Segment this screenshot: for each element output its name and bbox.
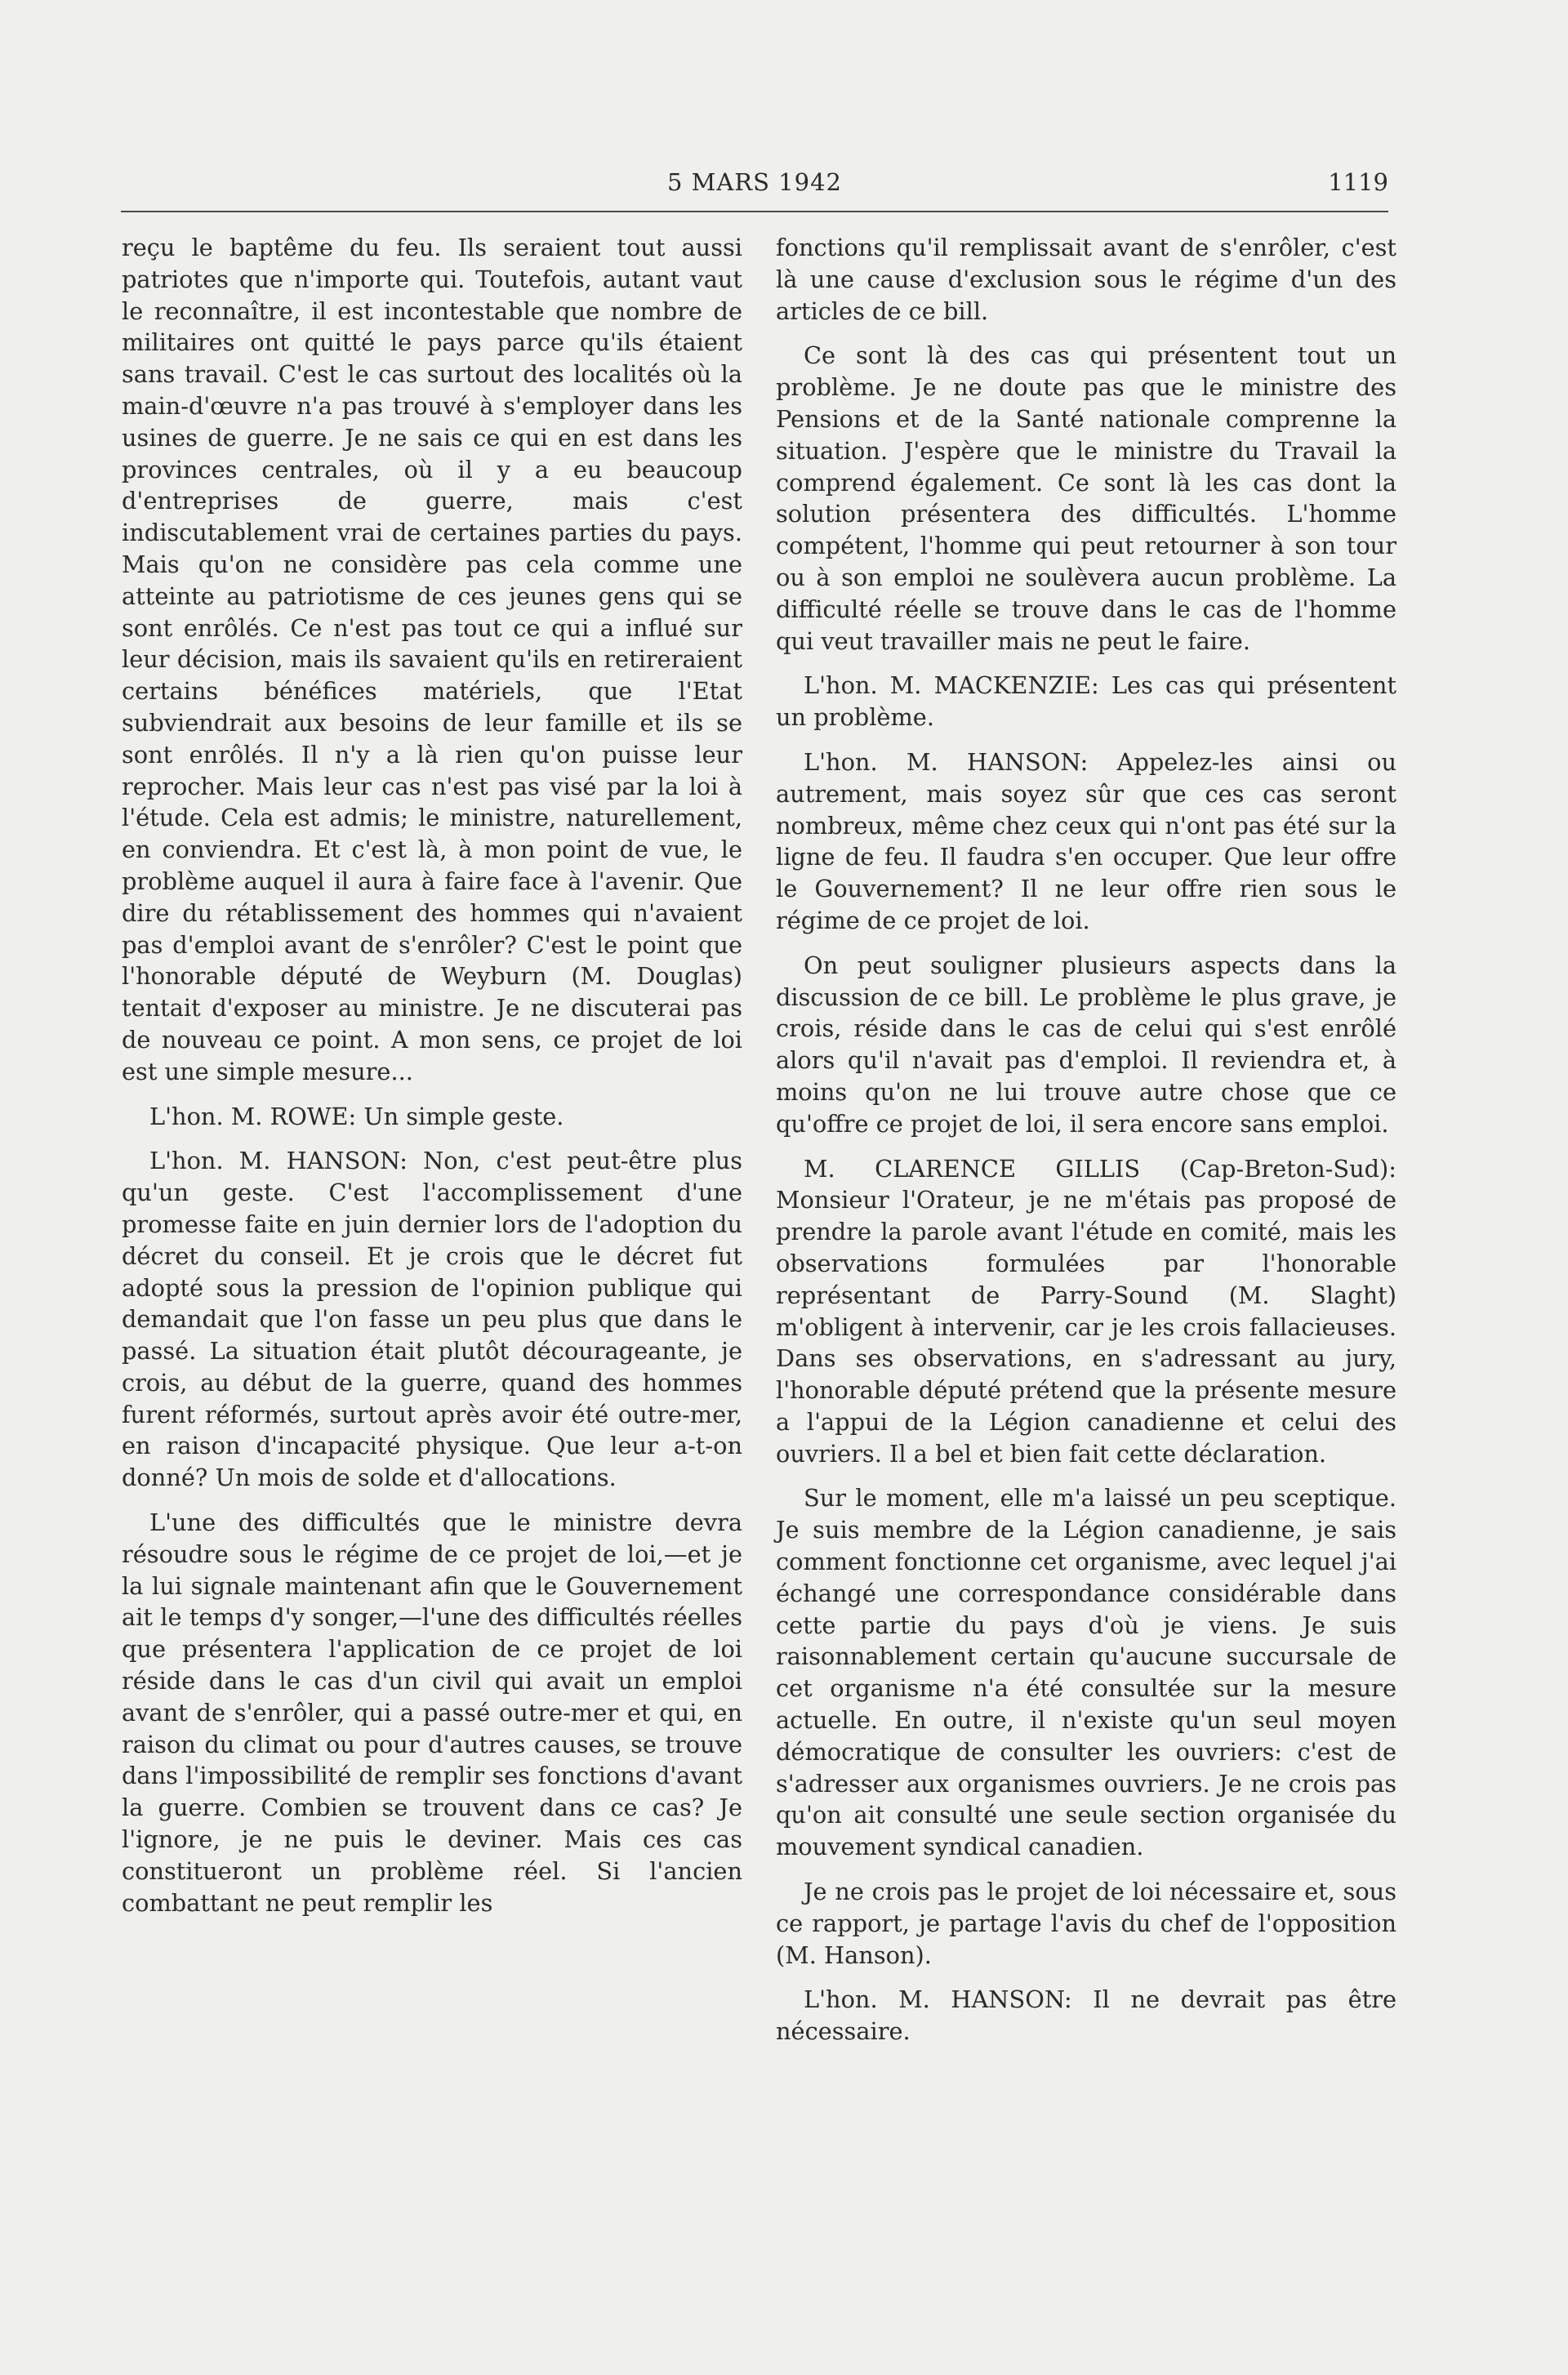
paragraph: On peut souligner plusieurs aspects dans la discussion de ce bill. Le problème le plus grave, je crois, réside dans le cas de celui qui s'est enrôlé alors qu'il n'avait pas d'emploi. Il reviendra et, à moins qu'on ne lui trouve autre chose que ce qu'offre ce projet de loi, il sera encore sans emploi. — [776, 951, 1396, 1138]
page-number: 1119 — [1328, 168, 1388, 196]
right-column — [776, 232, 1396, 2061]
paragraph-mackenzie: L'hon. M. MACKENZIE: Les cas qui présentent un problème. — [776, 671, 1396, 732]
paragraph-continuation: fonctions qu'il remplissait avant de s'enrôler, c'est là une cause d'exclusion sous le régime d'un des articles de ce bill. — [776, 234, 1396, 325]
paragraph-rowe: L'hon. M. ROWE: Un simple geste. — [149, 1102, 564, 1130]
paragraph-gillis: M. CLARENCE GILLIS (Cap-Breton-Sud): Monsieur l'Orateur, je ne m'étais pas proposé de prendre la parole avant l'étude en comité, mais les observations formulées par l'honorable représentant de Parry-Sound (M. Slaght) m'obligent à intervenir, car je les crois fallacieuses. Dans ses observations, en s'adressant au jury, l'honorable député prétend que la présente mesure a l'appui de la Légion canadienne et celui des ouvriers. Il a bel et bien fait cette déclaration. — [776, 1154, 1396, 1468]
left-column — [122, 232, 742, 1932]
paragraph: L'une des difficultés que le ministre devra résoudre sous le régime de ce projet de loi,—et je la lui signale maintenant afin que le Gouvernement ait le temps d'y songer,—l'une des difficultés réelles que présentera l'application de ce projet de loi réside dans le cas d'un civil qui avait un emploi avant de s'enrôler, qui a passé outre-mer et qui, en raison du climat ou pour d'autres causes, se trouve dans l'impossibilité de remplir ses fonctions d'avant la guerre. Combien se trouvent dans ce cas? Je l'ignore, je ne puis le deviner. Mais ces cas constitueront un problème réel. Si l'ancien combattant ne peut remplir les — [122, 1508, 742, 1917]
paragraph: Ce sont là des cas qui présentent tout un problème. Je ne doute pas que le ministre des Pensions et de la Santé nationale comprenne la situation. J'espère que le ministre du Travail la comprend également. Ce sont là les cas dont la solution présentera des difficultés. L'homme compétent, l'homme qui peut retourner à son tour ou à son emploi ne soulèvera aucun problème. La difficulté réelle se trouve dans le cas de l'homme qui veut travailler mais ne peut le faire. — [776, 341, 1396, 655]
paragraph-hanson: L'hon. M. HANSON: Appelez-les ainsi ou autrement, mais soyez sûr que ces cas seront nombreux, même chez ceux qui n'ont pas été sur la ligne de feu. Il faudra s'en occuper. Que leur offre le Gouvernement? Il ne leur offre rien sous le régime de ce projet de loi. — [776, 747, 1396, 934]
paragraph-continuation: reçu le baptême du feu. Ils seraient tout aussi patriotes que n'importe qui. Toutefois, autant vaut le reconnaître, il est incontestable que nombre de militaires ont quitté le pays parce qu'ils étaient sans travail. C'est le cas surtout des localités où la main-d'œuvre n'a pas trouvé à s'employer dans les usines de guerre. Je ne sais ce qui en est dans les provinces centrales, où il y a eu beaucoup d'entreprises de guerre, mais c'est indiscutablement vrai de certaines parties du pays. Mais qu'on ne considère pas cela comme une atteinte au patriotisme de ces jeunes gens qui se sont enrôlés. Ce n'est pas tout ce qui a influé sur leur décision, mais ils savaient qu'ils en retireraient certains bénéfices matériels, que l'Etat subviendrait aux besoins de leur famille et ils se sont enrôlés. Il n'y a là rien qu'on puisse leur reprocher. Mais leur cas n'est pas visé par la loi à l'étude. Cela est admis; le ministre, naturellement, en conviendra. Et c'est là, à mon point de vue, le problème auquel il aura à faire face à l'avenir. Que dire du rétablissement des hommes qui n'avaient pas d'emploi avant de s'enrôler? C'est le point que l'honorable député de Weyburn (M. Douglas) tentait d'exposer au ministre. Je ne discuterai pas de nouveau ce point. A mon sens, ce projet de loi est une simple mesure... — [122, 234, 742, 1085]
header-date: 5 MARS 1942 — [666, 168, 843, 196]
paragraph: Sur le moment, elle m'a laissé un peu sceptique. Je suis membre de la Légion canadienne, je sais comment fonctionne cet organisme, avec lequel j'ai échangé une correspondance considérable dans cette partie du pays d'où je viens. Je suis raisonnablement certain qu'aucune succursale de cet organisme n'a été consultée sur la mesure actuelle. En outre, il n'existe qu'un seul moyen démocratique de consulter les ouvriers: c'est de s'adresser aux organismes ouvriers. Je ne crois pas qu'on ait consulté une seule section organisée du mouvement syndical canadien. — [776, 1484, 1396, 1861]
paragraph-hanson: L'hon. M. HANSON: Non, c'est peut-être plus qu'un geste. C'est l'accomplissement d'une promesse faite en juin dernier lors de l'adoption du décret du conseil. Et je crois que le décret fut adopté sous la pression de l'opinion publique qui demandait que l'on fasse un peu plus que dans le passé. La situation était plutôt décourageante, je crois, au début de la guerre, quand des hommes furent réformés, surtout après avoir été outre-mer, en raison d'incapacité physique. Que leur a-t-on donné? Un mois de solde et d'allocations. — [122, 1147, 742, 1492]
page-header — [121, 162, 1388, 212]
paragraph-hanson: L'hon. M. HANSON: Il ne devrait pas être nécessaire. — [776, 1985, 1396, 2046]
paragraph: Je ne crois pas le projet de loi nécessaire et, sous ce rapport, je partage l'avis du chef de l'opposition (M. Hanson). — [776, 1878, 1396, 1969]
